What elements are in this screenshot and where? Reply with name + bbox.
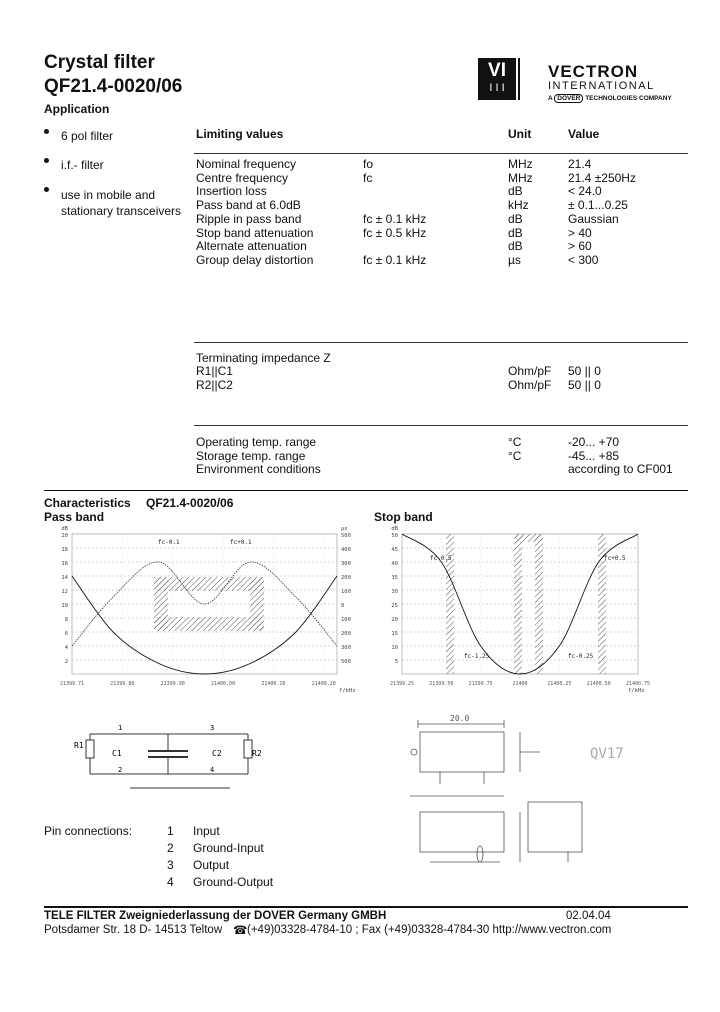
annotation: fc-0.25 [568,653,594,660]
x-tick-label: 21399.71 [59,681,85,687]
model-title: QF21.4-0020/06 [44,76,183,97]
y2-tick-label: 100 [341,617,351,623]
phone-icon: ☎ [233,925,248,937]
logo-sub: INTERNATIONAL [548,80,655,92]
y-tick-label: 45 [391,547,398,553]
component-label: C1 [112,749,122,758]
y-tick-label: 20 [61,533,68,539]
package-code: QV17 [590,746,624,762]
y-tick-label: 4 [64,645,68,651]
y-axis-label: dB [391,526,398,532]
x-axis-label: f/kHz [628,688,645,694]
logo-tagline: A DOVER TECHNOLOGIES COMPANY [548,95,672,102]
annotation: fc-1.25 [464,653,490,660]
x-tick-label: 21399.75 [468,681,493,687]
application-heading: Application [44,102,110,116]
y-tick-label: 2 [64,659,68,665]
hatch-band [514,534,543,542]
y2-tick-label: 500 [341,533,351,539]
limits-col-value: Value [568,127,600,141]
y-tick-label: 20 [391,617,398,623]
x-tick-label: 21399.90 [160,681,185,687]
annotation: fc+0.1 [230,539,252,546]
annotation: fc+0.5 [604,555,626,562]
y-tick-label: 35 [391,575,398,581]
x-tick-label: 21400.00 [211,681,236,687]
pin-connections-heading: Pin connections: [44,824,133,838]
bullet-icon [44,129,49,134]
hatch-band [154,617,264,631]
footer-address: Potsdamer Str. 18 D- 14513 Teltow [44,924,223,936]
y-tick-label: 25 [391,603,398,609]
y2-tick-label: 500 [341,659,351,665]
y2-tick-label: 400 [341,547,351,553]
limits-col-unit: Unit [508,127,532,141]
characteristics-model: QF21.4-0020/06 [146,496,234,510]
y-tick-label: 16 [61,561,68,567]
hatch-band [514,534,522,674]
footer-company: TELE FILTER Zweigniederlassung der DOVER Germany GMBH [44,910,387,922]
y2-axis-label: µs [341,526,348,532]
y-tick-label: 30 [391,589,398,595]
component-label: R1 [74,741,84,750]
y2-tick-label: 200 [341,575,351,581]
x-tick-label: 21400.10 [261,681,286,687]
y-tick-label: 8 [64,617,68,623]
x-tick-label: 21400.50 [586,681,611,687]
vectron-logo [474,52,694,108]
logo-name: VECTRON [548,62,639,81]
pass-band-title: Pass band [44,510,105,524]
pass-band-chart [40,522,365,694]
y2-tick-label: 0 [341,603,345,609]
stop-band-chart [372,522,670,694]
y-tick-label: 50 [391,533,398,539]
pin-label: 1 [118,724,123,732]
hatch-band [154,577,264,591]
y-tick-label: 6 [64,631,68,637]
x-tick-label: 21399.50 [429,681,454,687]
y-tick-label: 18 [61,547,68,553]
annotation: fc-0.1 [158,539,180,546]
y-axis-label: dB [61,526,68,532]
application-item: use in mobile and [61,188,156,202]
x-tick-label: 21399.80 [110,681,135,687]
application-item: 6 pol filter [61,129,114,143]
component-label: R2 [252,749,262,758]
bullet-icon [44,158,49,163]
pin-label: 3 [210,724,215,732]
y2-tick-label: 300 [341,561,351,567]
x-tick-label: 21400.25 [547,681,572,687]
x-tick-label: 21399.25 [389,681,415,687]
package-drawing [400,712,640,872]
y2-tick-label: 100 [341,589,351,595]
logo-mark: VI I I I [478,58,516,100]
y-tick-label: 10 [391,645,398,651]
y-tick-label: 5 [394,659,398,665]
package-dimension: 20.0 [450,714,470,723]
y-tick-label: 14 [61,575,68,581]
hatch-band [250,577,264,631]
annotation: fc-0.5 [430,555,452,562]
bullet-icon [44,187,49,192]
y2-tick-label: 300 [341,645,351,651]
hatch-band [154,577,168,631]
y-tick-label: 12 [61,589,68,595]
y-tick-label: 10 [61,603,68,609]
y-tick-label: 15 [391,631,398,637]
stop-band-title: Stop band [374,510,433,524]
x-axis-label: f/kHz [339,688,356,694]
application-item: i.f.- filter [61,158,104,172]
limits-col-param: Limiting values [196,127,284,141]
page-title: Crystal filter [44,52,155,73]
circuit-schematic [70,718,270,798]
x-tick-label: 21400.20 [311,681,336,687]
footer-contact[interactable]: (+49)03328-4784-10 ; Fax (+49)03328-4784-30 http://www.vectron.com [247,924,612,936]
pin-label: 2 [118,766,123,774]
component-label: C2 [212,749,222,758]
impedance-title: Terminating impedance Z [196,351,331,365]
pin-label: 4 [210,766,215,774]
x-tick-label: 21400 [512,681,528,687]
characteristics-label: Characteristics [44,496,131,510]
footer-date: 02.04.04 [566,910,611,922]
y-tick-label: 40 [391,561,398,567]
x-tick-label: 21400.75 [625,681,651,687]
hatch-band [535,534,543,674]
y2-tick-label: 200 [341,631,351,637]
application-item: stationary transceivers [61,204,182,218]
